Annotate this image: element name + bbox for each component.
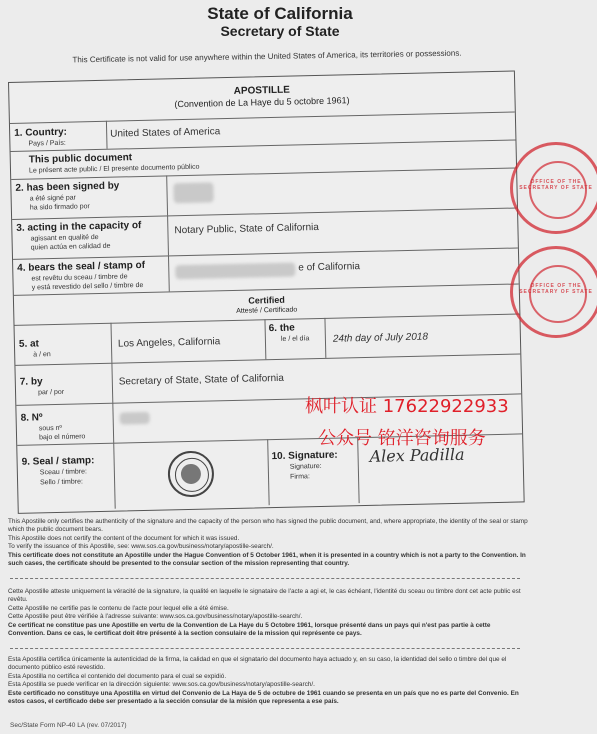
divider <box>166 175 168 215</box>
watermark-wechat: 公众号 铭洋咨询服务 <box>318 428 486 449</box>
divider-dashed <box>10 648 520 649</box>
fine-fr-1: Cette Apostille atteste uniquement la véracité de la signature, la qualité en laquelle le signataire de l'acte a agi et, le cas échéant, l'identité du sceau ou timbre dont cet acte public est revêtu. <box>8 588 521 604</box>
convention-text: (Convention de La Haye du 5 octobre 1961) <box>174 95 350 110</box>
number-sub-es: bajo el número <box>39 433 86 442</box>
stamp-sub-fr: Sceau / timbre: <box>39 468 88 477</box>
divider <box>113 443 115 509</box>
signature-label: 10. Signature: <box>271 449 338 463</box>
by-sub: par / por <box>37 388 65 397</box>
fine-en-3: To verify the issuance of this Apostille, see: www.sos.ca.gov/business/notary/apostille-search/. <box>8 543 274 551</box>
fine-en-4: This certificate does not constitute an Apostille under the Hague Convention of 5 October 1961, when it is presented in a country which is not a party to the Convention. In such cases, the certificate should be presented to the consular section of the mission representing that country. <box>8 551 526 568</box>
date-label: 6. the <box>268 322 295 335</box>
office-stamp-icon <box>510 142 597 234</box>
seal-of-sub-fr: est revêtu du sceau / timbre de <box>31 273 128 283</box>
divider <box>264 319 266 359</box>
by-value: Secretary of State, State of California <box>118 372 285 388</box>
signed-by-label: 2. has been signed by <box>15 180 120 194</box>
capacity-value: Notary Public, State of California <box>174 221 320 237</box>
fine-en-1: This Apostille only certifies the authenticity of the signature and the capacity of the person who has signed the public document, and, where appropriate, the identity of the seal or stamp which the public document bears. <box>8 518 528 534</box>
fine-fr-3: Cette Apostille peut être vérifiée à l'adresse suivante: www.sos.ca.gov/business/notary/apostille-search/. <box>8 613 303 621</box>
redacted-seal-holder <box>175 263 295 280</box>
apostille-title: APOSTILLE <box>233 84 290 97</box>
country-label: 1. Country: <box>14 126 68 139</box>
fine-print-en <box>8 518 528 568</box>
fine-es-1: Esta Apostilla certifica únicamente la autenticidad de la firma, la calidad en que el signatario del documento haya actuado y, en su caso, la identidad del sello o timbre del que el documento público esté revestido. <box>8 656 507 672</box>
fine-print-es <box>8 656 528 706</box>
divider <box>106 121 108 149</box>
country-sub: Pays / País: <box>28 139 66 148</box>
signed-by-sub-fr: a été signé par <box>29 194 77 203</box>
by-label: 7. by <box>19 376 43 388</box>
row-country <box>10 112 515 124</box>
fine-es-3: Esta Apostilla se puede verificar en la dirección siguiente: www.sos.ca.gov/business/notary/apostille-search/. <box>8 681 315 689</box>
stamp-sub-es: Sello / timbre: <box>40 478 83 487</box>
fine-print-fr <box>8 588 528 638</box>
divider <box>110 323 112 363</box>
at-label: 5. at <box>18 338 40 350</box>
stamp-label: 9. Seal / stamp: <box>21 455 95 468</box>
at-sub: à / en <box>33 351 51 359</box>
divider <box>168 255 170 291</box>
country-value: United States of America <box>110 126 221 140</box>
redacted-number <box>120 412 150 425</box>
divider <box>112 403 114 443</box>
signature-image: Alex Padilla <box>369 444 465 466</box>
public-doc-label: This public document <box>28 152 133 166</box>
form-number: Sec/State Form NP-40 LA (rev. 07/2017) <box>10 722 127 729</box>
date-value: 24th day of July 2018 <box>332 331 429 345</box>
row-public-document <box>11 140 516 152</box>
number-sub-fr: sous nº <box>38 424 63 433</box>
fine-fr-4: Ce certificat ne constitue pas une Apostille en vertu de la Convention de La Haye du 5 Octobre 1961, lorsque présenté dans un pays qui n'est pas partie à cette Convention. Dans ce cas, le certificat doit être présenté à la section consulaire de la mission qui représente ce pays. <box>8 621 491 638</box>
fine-es-2: Esta Apostilla no certifica el contenido del documento para el cual se expidió. <box>8 672 227 680</box>
seal-of-label: 4. bears the seal / stamp of <box>17 259 146 274</box>
stamp-text: OFFICE OF THE SECRETARY OF STATE <box>519 283 593 295</box>
seal-of-sub-es: y está revestido del sello / timbre de <box>31 281 144 292</box>
number-label: 8. Nº <box>20 412 43 424</box>
at-value: Los Angeles, California <box>117 336 221 350</box>
fine-es-4: Este certificado no constituye una Apostilla en virtud del Convenio de La Haya de 5 de octubre de 1961 cuando se presenta en un país que no es parte del Convenio. En estos casos, el certificado debe ser presentado a la sección consular de la misión que representa a ese país. <box>8 689 519 706</box>
stamp-text: OFFICE OF THE SECRETARY OF STATE <box>519 179 593 191</box>
state-seal-icon <box>167 450 214 497</box>
date-sub: le / el día <box>280 335 310 343</box>
divider <box>324 318 326 358</box>
public-doc-sub: Le présent acte public / El presente documento público <box>28 163 200 175</box>
office-stamp-icon <box>510 246 597 338</box>
certified-label: Certified <box>248 294 285 306</box>
seal-of-value: e of California <box>298 261 361 274</box>
fine-en-2: This Apostille does not certify the content of the document for which it was issued. <box>8 534 240 542</box>
page-subtitle: Secretary of State <box>220 23 340 39</box>
divider <box>267 439 269 505</box>
signature-sub-es: Firma: <box>289 473 310 481</box>
divider-dashed <box>10 578 520 579</box>
certified-sub: Attesté / Certificado <box>236 306 298 315</box>
capacity-label: 3. acting in the capacity of <box>16 220 142 234</box>
divider <box>167 215 169 255</box>
capacity-sub-es: quien actúa en calidad de <box>30 242 111 252</box>
signed-by-sub-es: ha sido firmado por <box>29 203 90 212</box>
page-title: State of California <box>207 4 353 23</box>
signature-sub-fr: Signature: <box>289 462 322 471</box>
row-by <box>15 353 520 365</box>
divider <box>111 363 113 403</box>
validity-notice: This Certificate is not valid for use anywhere within the United States of America, its territories or possessions. <box>72 48 462 65</box>
fine-fr-2: Cette Apostille ne certifie pas le contenu de l'acte pour lequel elle a été émise. <box>8 604 229 612</box>
redacted-signer <box>173 182 213 203</box>
capacity-sub-fr: agissant en qualité de <box>30 233 99 243</box>
watermark-contact: 枫叶认证 17622922933 <box>305 396 509 417</box>
